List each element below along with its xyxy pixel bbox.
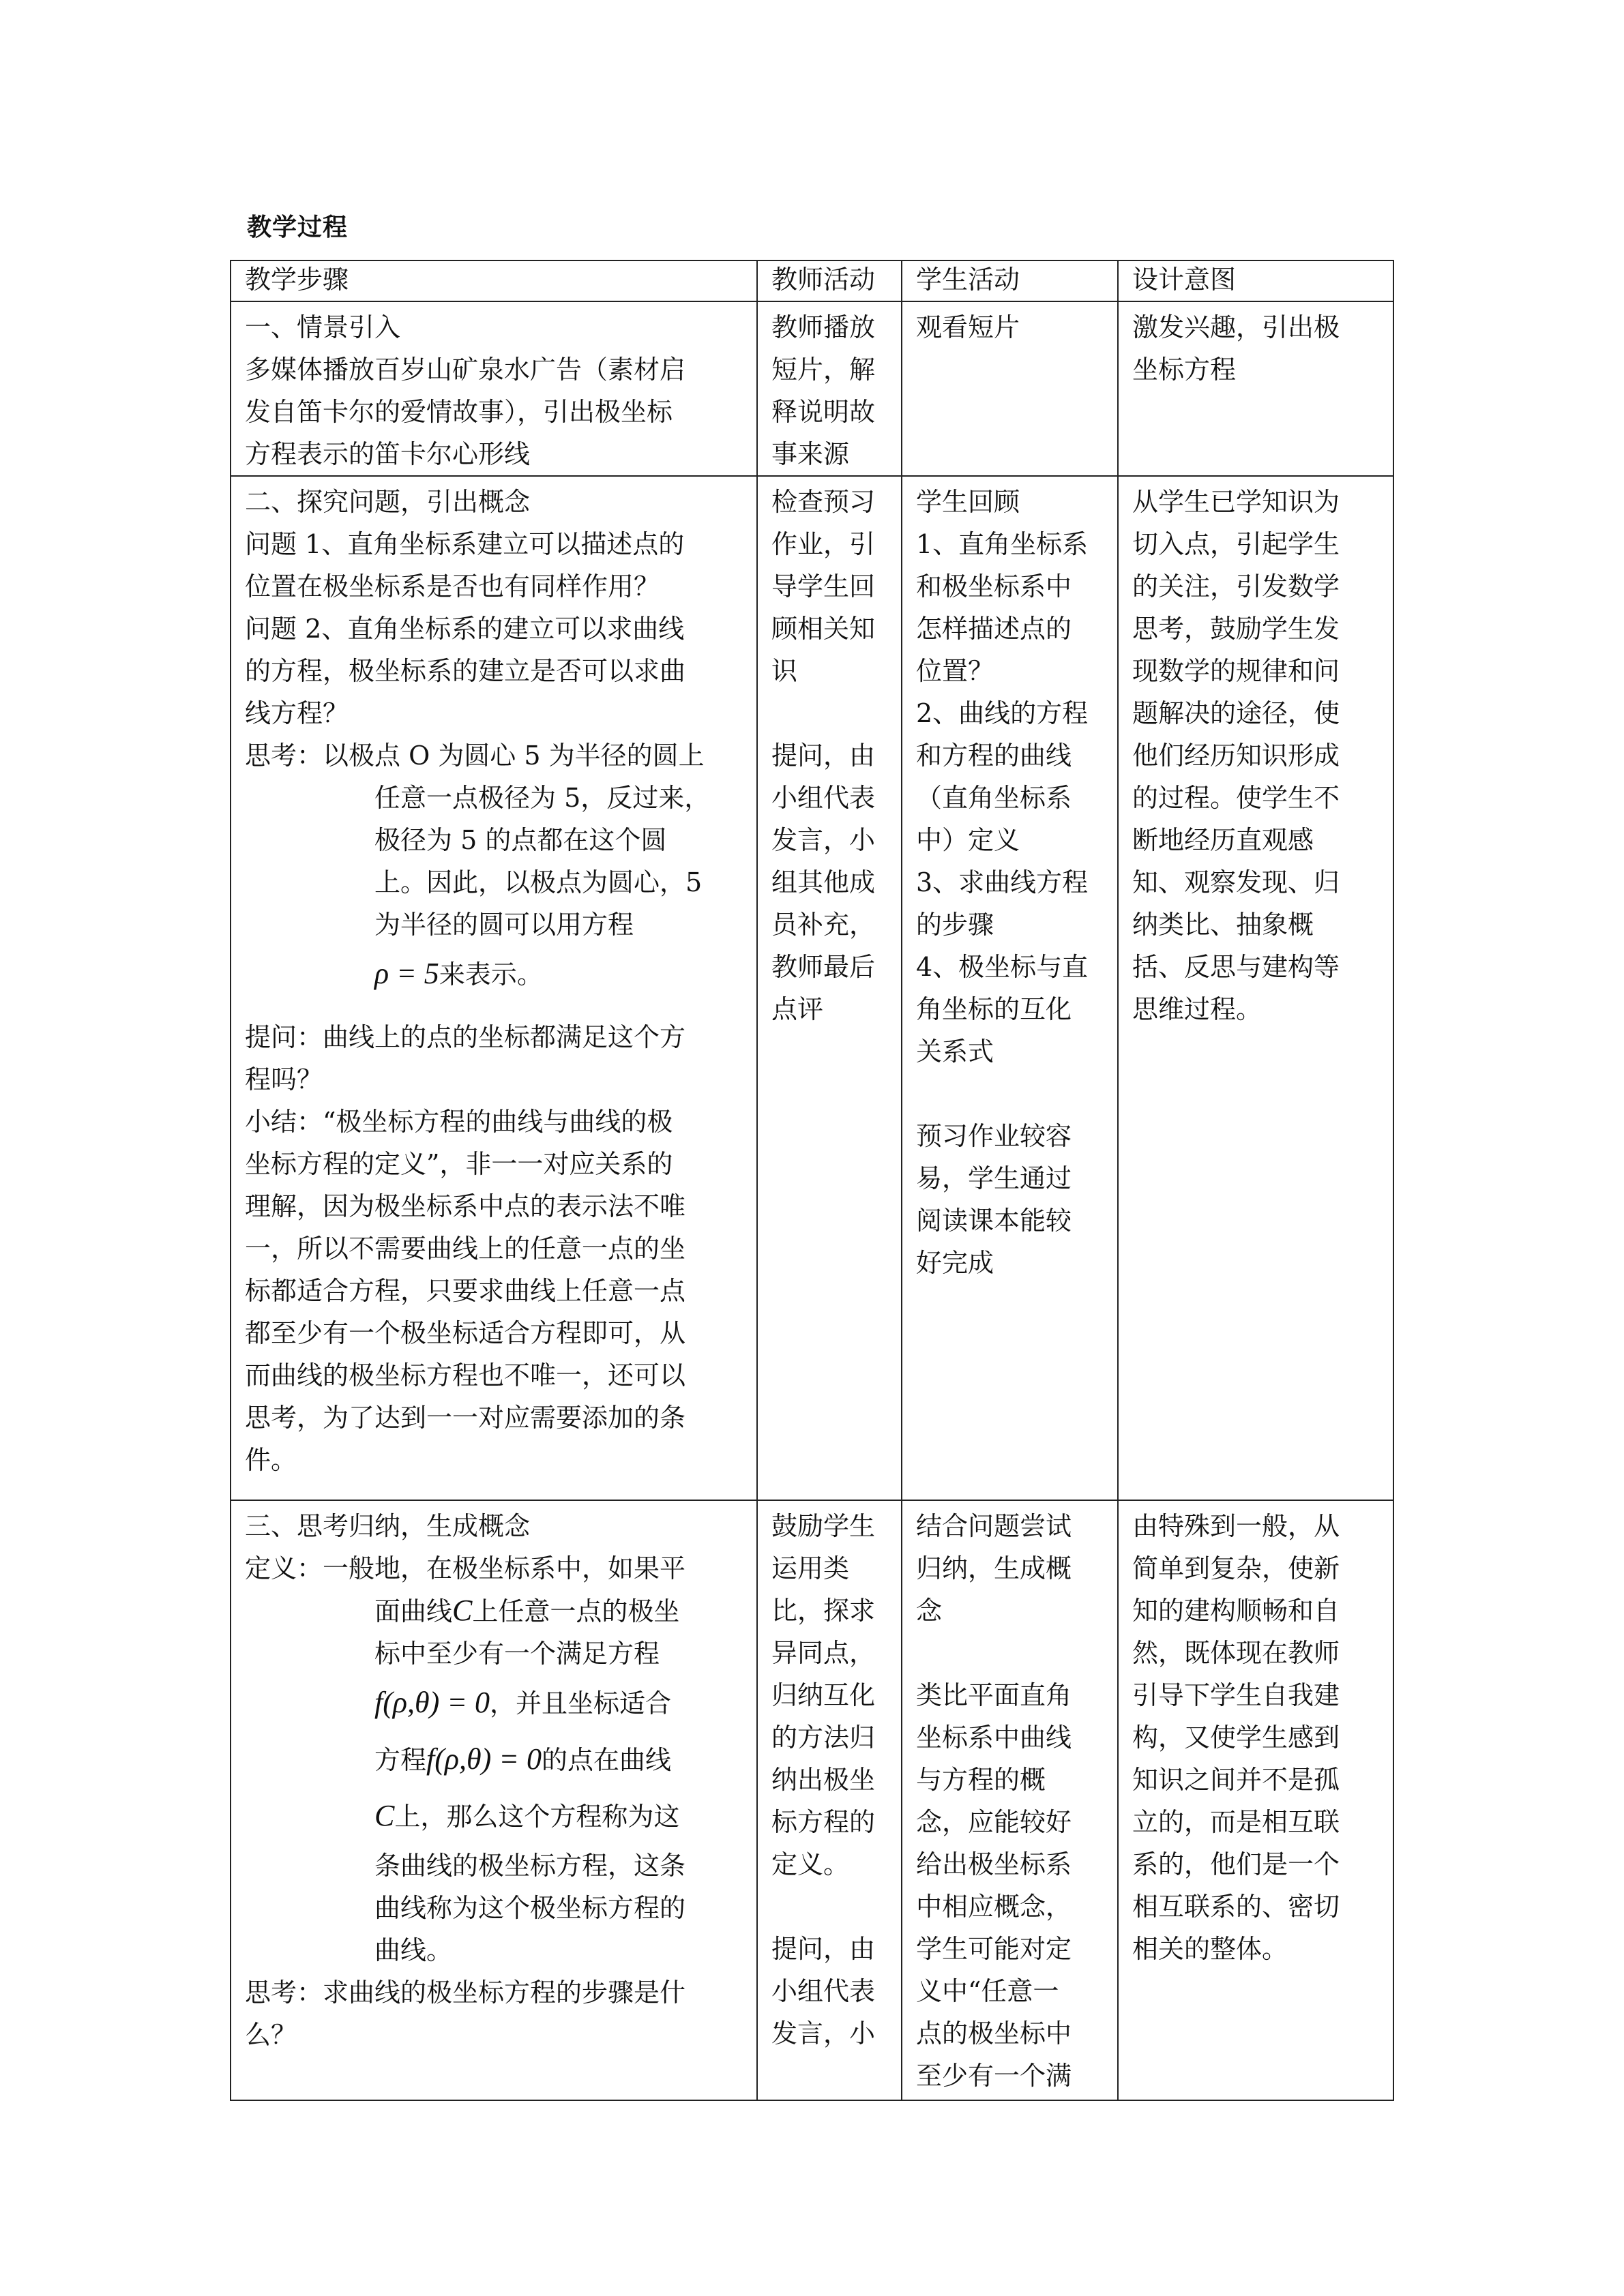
text-line: 结合问题尝试	[916, 1511, 1072, 1541]
text-line: 上。因此，以极点为圆心，5	[374, 867, 703, 897]
text-line: 定义：一般地，在极坐标系中，如果平	[245, 1553, 686, 1583]
text-line: 给出极坐标系	[916, 1849, 1072, 1879]
text-line	[245, 1590, 744, 1632]
text-line: 归纳互化	[771, 1680, 876, 1710]
text-line: 程吗？	[245, 1064, 323, 1094]
formula-line	[245, 946, 744, 1002]
text-line: 理解，因为极坐标系中点的表示法不唯	[245, 1191, 686, 1221]
text-line: 3、求曲线方程	[916, 867, 1089, 897]
text-line: 小结：“极坐标方程的曲线与曲线的极	[245, 1107, 673, 1137]
text-line: 的步骤	[916, 910, 994, 940]
text-line: 1、直角坐标系	[916, 529, 1089, 559]
text-line: 思维过程。	[1132, 994, 1263, 1024]
text-line: 断地经历直观感	[1132, 825, 1314, 855]
text-line: 由特殊到一般，从	[1132, 1511, 1340, 1541]
text-line: 而曲线的极坐标方程也不唯一，还可以	[245, 1360, 686, 1390]
text-line: 学生回顾	[916, 487, 1020, 517]
text-line: 发言，小	[771, 2018, 876, 2048]
text-line: 标中至少有一个满足方程	[374, 1639, 660, 1669]
text-line: 顾相关知	[771, 614, 876, 644]
text-line: 小组代表	[771, 1976, 876, 2006]
text-line: 怎样描述点的	[916, 614, 1072, 644]
text-line: 发言，小	[771, 825, 876, 855]
text-line: 坐标方程	[1132, 355, 1237, 385]
formula-line	[245, 1675, 744, 1731]
text-line: 易，学生通过	[916, 1163, 1072, 1193]
text-line: 二、探究问题，引出概念	[245, 487, 531, 517]
text-line: 激发兴趣，引出极	[1132, 312, 1340, 342]
text-line: 的关注，引发数学	[1132, 571, 1340, 601]
row1-intent-cell	[1118, 301, 1393, 476]
text-line: 运用类	[771, 1553, 850, 1583]
text-line: 立的，而是相互联	[1132, 1807, 1340, 1837]
text-line: 义中“任意一	[916, 1976, 1059, 2006]
text-line: 思考：以极点 O 为圆心 5 为半径的圆上	[245, 741, 705, 771]
text-line: 识	[771, 656, 798, 686]
text-line: 教师最后	[771, 952, 876, 982]
text-line: 定义。	[771, 1849, 850, 1879]
text-line: 简单到复杂，使新	[1132, 1553, 1340, 1583]
row3-teacher-cell	[757, 1500, 902, 2100]
text-line: 一、情景引入	[245, 312, 401, 342]
text-line: 点评	[771, 994, 824, 1024]
def-text: 面曲线	[374, 1596, 453, 1626]
text-line: 中相应概念，	[916, 1892, 1072, 1922]
text-line: 和极坐标系中	[916, 571, 1072, 601]
text-line: 一，所以不需要曲线上的任意一点的坐	[245, 1234, 686, 1264]
text-line: 坐标系中曲线	[916, 1723, 1072, 1753]
text-line: 知识之间并不是孤	[1132, 1765, 1340, 1795]
text-line: 从学生已学知识为	[1132, 487, 1340, 517]
text-line: 线方程？	[245, 698, 349, 728]
table-row	[231, 1500, 1393, 2100]
text-line: 方程表示的笛卡尔心形线	[245, 439, 531, 469]
formula-f: f(ρ,θ) = 0	[374, 1686, 490, 1719]
text-line: 么？	[245, 2020, 297, 2050]
text-line: 异同点，	[771, 1638, 876, 1668]
text-line: 知的建构顺畅和自	[1132, 1596, 1340, 1626]
text-line: 系的，他们是一个	[1132, 1849, 1340, 1879]
formula-tail: 来表示。	[439, 959, 543, 989]
text-line: 事来源	[771, 439, 850, 469]
row2-teacher-cell	[757, 476, 902, 1500]
text-line: 检查预习	[771, 487, 876, 517]
text-line: 坐标方程的定义”，非一一对应关系的	[245, 1149, 673, 1179]
text-line: 短片，解	[771, 355, 876, 385]
text-line: 都至少有一个极坐标适合方程即可，从	[245, 1318, 686, 1348]
text-line: 教师播放	[771, 312, 876, 342]
table-header-row	[231, 260, 1393, 301]
text-line: 4、极坐标与直	[916, 952, 1089, 982]
text-line: 比，探求	[771, 1596, 876, 1626]
text-line: 提问：曲线上的点的坐标都满足这个方	[245, 1022, 686, 1052]
header-intent: 设计意图	[1118, 260, 1393, 301]
text-line: 的方法归	[771, 1723, 876, 1753]
def-text: 上，那么这个方程称为这	[394, 1802, 680, 1832]
text-line: 然，既体现在教师	[1132, 1638, 1340, 1668]
text-line: 点的极坐标中	[916, 2018, 1072, 2048]
text-line: 思考，鼓励学生发	[1132, 614, 1340, 644]
text-line: 阅读课本能较	[916, 1206, 1072, 1236]
text-line: 的方程，极坐标系的建立是否可以求曲	[245, 656, 686, 686]
text-line: 任意一点极径为 5，反过来，	[374, 783, 711, 813]
text-line: 念	[916, 1596, 943, 1626]
row3-steps-cell	[231, 1500, 757, 2100]
text-line: 释说明故	[771, 397, 876, 427]
text-line: 至少有一个满	[916, 2061, 1072, 2091]
text-line: 预习作业较容	[916, 1121, 1072, 1151]
text-line: 思考，为了达到一一对应需要添加的条	[245, 1403, 686, 1433]
row1-teacher-cell	[757, 301, 902, 476]
text-line: 构，又使学生感到	[1132, 1723, 1340, 1753]
text-line: 小组代表	[771, 783, 876, 813]
def-text: ，并且坐标适合	[489, 1688, 671, 1718]
def-text: 上任意一点的极坐	[472, 1596, 680, 1626]
text-line: 学生可能对定	[916, 1934, 1072, 1964]
text-line: 纳出极坐	[771, 1765, 876, 1795]
text-line: 提问，由	[771, 741, 876, 771]
text-line: 组其他成	[771, 867, 876, 897]
text-line: 题解决的途径，使	[1132, 698, 1340, 728]
text-line: 2、曲线的方程	[916, 698, 1089, 728]
text-line: 问题 2、直角坐标系的建立可以求曲线	[245, 614, 685, 644]
text-line: 观看短片	[916, 312, 1020, 342]
text-line: 导学生回	[771, 571, 876, 601]
text-line: 位置在极坐标系是否也有同样作用？	[245, 571, 660, 601]
page-title: 教学过程	[247, 213, 349, 241]
text-line: 好完成	[916, 1248, 994, 1278]
text-line: 中）定义	[916, 825, 1020, 855]
text-line: 发自笛卡尔的爱情故事），引出极坐标	[245, 397, 673, 427]
text-line: 标都适合方程，只要求曲线上任意一点	[245, 1276, 686, 1306]
text-line: 引导下学生自我建	[1132, 1680, 1340, 1710]
text-line: 念，应能较好	[916, 1807, 1072, 1837]
lesson-table	[230, 260, 1394, 2101]
row3-student-cell	[902, 1500, 1118, 2100]
header-student: 学生活动	[902, 260, 1118, 301]
text-line: 问题 1、直角坐标系建立可以描述点的	[245, 529, 685, 559]
text-line: 和方程的曲线	[916, 741, 1072, 771]
text-line	[245, 1788, 744, 1845]
text-line: 极径为 5 的点都在这个圆	[374, 825, 667, 855]
row1-student-cell	[902, 301, 1118, 476]
text-line: 现数学的规律和问	[1132, 656, 1340, 686]
text-line: 标方程的	[771, 1807, 876, 1837]
curve-symbol: C	[452, 1594, 473, 1627]
curve-symbol: C	[374, 1799, 395, 1832]
text-line: 曲线称为这个极坐标方程的	[374, 1893, 686, 1923]
text-line: 相互联系的、密切	[1132, 1892, 1340, 1922]
text-line: 归纳，生成概	[916, 1553, 1072, 1583]
text-line: 思考：求曲线的极坐标方程的步骤是什	[245, 1978, 686, 2008]
text-line: 他们经历知识形成	[1132, 741, 1340, 771]
text-line: 类比平面直角	[916, 1680, 1072, 1710]
text-line: 多媒体播放百岁山矿泉水广告（素材启	[245, 355, 686, 385]
text-line: 角坐标的互化	[916, 994, 1072, 1024]
def-text: 方程	[374, 1745, 427, 1775]
text-line: 员补充，	[771, 910, 876, 940]
formula-line	[245, 1731, 744, 1788]
text-line: 曲线。	[374, 1935, 453, 1965]
def-text: 的点在曲线	[541, 1745, 671, 1775]
text-line: 切入点，引起学生	[1132, 529, 1340, 559]
header-steps: 教学步骤	[231, 260, 757, 301]
text-line: 作业，引	[771, 529, 876, 559]
table-row	[231, 301, 1393, 476]
text-line: 纳类比、抽象概	[1132, 910, 1314, 940]
text-line: 件。	[245, 1445, 297, 1475]
text-line: （直角坐标系	[916, 783, 1072, 813]
text-line: 三、思考归纳，生成概念	[245, 1511, 531, 1541]
text-line: 关系式	[916, 1037, 994, 1067]
formula-rho: ρ = 5	[374, 957, 439, 990]
row1-steps-cell	[231, 301, 757, 476]
text-line: 位置？	[916, 656, 994, 686]
text-line: 与方程的概	[916, 1765, 1046, 1795]
text-line: 为半径的圆可以用方程	[374, 910, 634, 940]
text-line: 条曲线的极坐标方程，这条	[374, 1851, 686, 1881]
text-line: 知、观察发现、归	[1132, 867, 1340, 897]
text-line: 的过程。使学生不	[1132, 783, 1340, 813]
formula-f: f(ρ,θ) = 0	[426, 1742, 542, 1776]
text-line: 鼓励学生	[771, 1511, 876, 1541]
header-teacher: 教师活动	[757, 260, 902, 301]
row2-student-cell	[902, 476, 1118, 1500]
row3-intent-cell	[1118, 1500, 1393, 2100]
table-row	[231, 476, 1393, 1500]
row2-steps-cell	[231, 476, 757, 1500]
text-line: 提问，由	[771, 1934, 876, 1964]
text-line: 相关的整体。	[1132, 1934, 1288, 1964]
text-line: 括、反思与建构等	[1132, 952, 1340, 982]
row2-intent-cell	[1118, 476, 1393, 1500]
